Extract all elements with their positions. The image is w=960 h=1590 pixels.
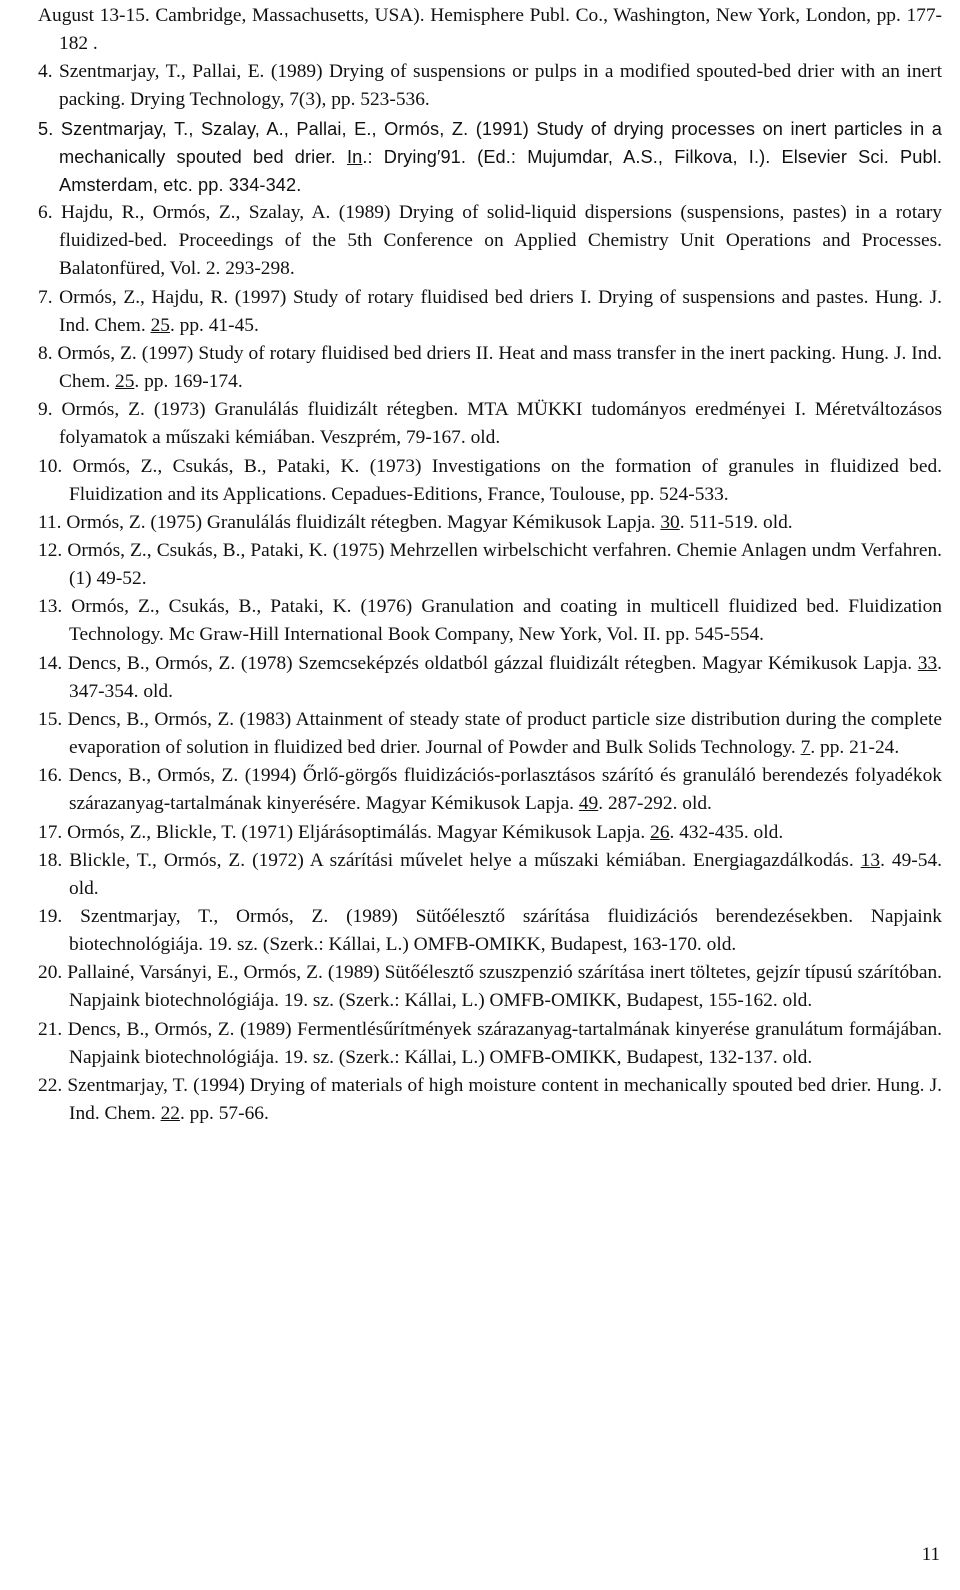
reference-entry: [38, 509, 942, 537]
reference-entry: [38, 2, 942, 58]
reference-text: . pp. 21-24.: [810, 737, 900, 759]
underlined-text: 26: [650, 821, 670, 843]
reference-entry: [38, 593, 942, 649]
reference-text: 12. Ormós, Z., Csukás, B., Pataki, K. (1975) Mehrzellen wirbelschicht verfahren. Chemie Anlagen undm Verfahren. (1) 49-52.: [38, 539, 942, 590]
reference-text: . 511-519. old.: [679, 511, 793, 533]
reference-text: . 49-54. old.: [69, 849, 942, 899]
underlined-text: 33: [917, 652, 938, 674]
reference-entry: [38, 650, 942, 706]
reference-text: 4. Szentmarjay, T., Pallai, E. (1989) Drying of suspensions or pulps in a modified spouted-bed drier with an inert packing. Drying Technology, 7(3), pp. 523-536.: [38, 61, 942, 111]
reference-entry: [38, 706, 942, 762]
reference-text: . pp. 57-66.: [179, 1103, 269, 1125]
reference-text: 6. Hajdu, R., Ormós, Z., Szalay, A. (1989) Drying of solid-liquid dispersions (suspensions, pastes) in a rotary fluidized-bed. Proceedings of the 5th Conference on Applied Chemistry Unit Operations and Processes. Balatonfüred, Vol. 2. 293-298.: [38, 202, 942, 280]
reference-text: 11. Ormós, Z. (1975) Granulálás fluidizált rétegben. Magyar Kémikusok Lapja.: [38, 511, 661, 533]
reference-text: 20. Pallainé, Varsányi, E., Ormós, Z. (1989) Sütőélesztő szuszpenzió szárítása inert töltetes, gejzír típusú szárítóban. Napjaink biotechnológiája. 19. sz. (Szerk.: Kállai, L.) OMFB-OMIKK, Budapest, 155-162. old.: [38, 962, 942, 1012]
reference-text: . pp. 41-45.: [169, 314, 259, 336]
reference-entry: [38, 58, 942, 114]
reference-text: . 432-435. old.: [669, 821, 784, 843]
reference-text: 17. Ormós, Z., Blickle, T. (1971) Eljárásoptimálás. Magyar Kémikusok Lapja.: [38, 821, 651, 843]
reference-entry: [38, 959, 942, 1015]
reference-text: 22. Szentmarjay, T. (1994) Drying of materials of high moisture content in mechanically spouted bed drier. Hung. J. Ind. Chem.: [38, 1074, 942, 1125]
reference-entry: [38, 537, 942, 593]
reference-text: 19. Szentmarjay, T., Ormós, Z. (1989) Sütőélesztő szárítása fluidizációs berendezésekben. Napjaink biotechnológiája. 19. sz. (Szerk.: Kállai, L.) OMFB-OMIKK, Budapest, 163-170. old.: [38, 906, 942, 956]
reference-entry: [38, 115, 942, 199]
underlined-text: 30: [660, 511, 680, 533]
reference-text: .: Drying′91. (Ed.: Mujumdar, A.S., Filkova, I.). Elsevier Sci. Publ. Amsterdam, etc. pp. 334-342.: [59, 146, 942, 195]
reference-text: . 287-292. old.: [598, 793, 712, 815]
reference-entry: [38, 199, 942, 283]
reference-text: 5. Szentmarjay, T., Szalay, A., Pallai, E., Ormós, Z. (1991) Study of drying processes on inert particles in a mechanically spouted bed drier.: [38, 118, 942, 167]
reference-entry: [38, 1016, 942, 1072]
underlined-text: 25: [115, 371, 135, 393]
reference-entry: [38, 396, 942, 452]
reference-text: 16. Dencs, B., Ormós, Z. (1994) Őrlő-görgős fluidizációs-porlasztásos szárító és granuláló berendezés folyadékok szárazanyag-tartalmának kinyerésére. Magyar Kémikusok Lapja.: [38, 765, 942, 815]
reference-text: 21. Dencs, B., Ormós, Z. (1989) Fermentlésűrítmények szárazanyag-tartalmának kinyerése granulátum formájában. Napjaink biotechnológiája. 19. sz. (Szerk.: Kállai, L.) OMFB-OMIKK, Budapest, 132-137. old.: [38, 1018, 942, 1068]
reference-entry: [38, 903, 942, 959]
reference-text: 14. Dencs, B., Ormós, Z. (1978) Szemcseképzés oldatból gázzal fluidizált rétegben. Magyar Kémikusok Lapja.: [38, 652, 918, 674]
reference-entry: [38, 847, 942, 903]
reference-text: . pp. 169-174.: [134, 371, 243, 393]
reference-text: 9. Ormós, Z. (1973) Granulálás fluidizált rétegben. MTA MÜKKI tudományos eredményei I. Méretváltozásos folyamatok a műszaki kémiában. Veszprém, 79-167. old.: [38, 399, 942, 449]
reference-text: 7. Ormós, Z., Hajdu, R. (1997) Study of rotary fluidised bed driers I. Drying of suspensions and pastes. Hung. J. Ind. Chem.: [38, 286, 942, 336]
reference-entry: [38, 284, 942, 340]
reference-text: 10. Ormós, Z., Csukás, B., Pataki, K. (1973) Investigations on the formation of granules in fluidized bed. Fluidization and its Applications. Cepadues-Editions, France, Toulouse, pp. 524-533.: [38, 455, 942, 505]
reference-text: 15. Dencs, B., Ormós, Z. (1983) Attainment of steady state of product particle size distribution during the complete evaporation of solution in fluidized bed drier. Journal of Powder and Bulk Solids Technology.: [38, 708, 942, 759]
reference-entry: [38, 340, 942, 396]
reference-entry: [38, 762, 942, 818]
reference-text: . 347-354. old.: [69, 652, 942, 702]
page-number: 11: [921, 1544, 940, 1565]
underlined-text: 49: [578, 793, 599, 815]
underlined-text: In: [346, 146, 363, 167]
reference-text: 8. Ormós, Z. (1997) Study of rotary fluidised bed driers II. Heat and mass transfer in the inert packing. Hung. J. Ind. Chem.: [38, 342, 942, 393]
underlined-text: 25: [150, 314, 170, 336]
reference-entry: [38, 1072, 942, 1128]
underlined-text: 13: [860, 849, 881, 871]
reference-text: August 13-15. Cambridge, Massachusetts, USA). Hemisphere Publ. Co., Washington, New York, London, pp. 177-182 .: [38, 5, 942, 55]
reference-entry: [38, 819, 942, 847]
reference-text: 13. Ormós, Z., Csukás, B., Pataki, K. (1976) Granulation and coating in multicell fluidized bed. Fluidization Technology. Mc Graw-Hill International Book Company, New York, Vol. II. pp. 545-554.: [38, 596, 942, 646]
reference-text: 18. Blickle, T., Ormós, Z. (1972) A szárítási művelet helye a műszaki kémiában. Energiagazdálkodás.: [38, 849, 861, 871]
underlined-text: 7: [800, 737, 811, 759]
reference-entry: [38, 453, 942, 509]
reference-list: [38, 2, 942, 1128]
underlined-text: 22: [160, 1103, 180, 1125]
